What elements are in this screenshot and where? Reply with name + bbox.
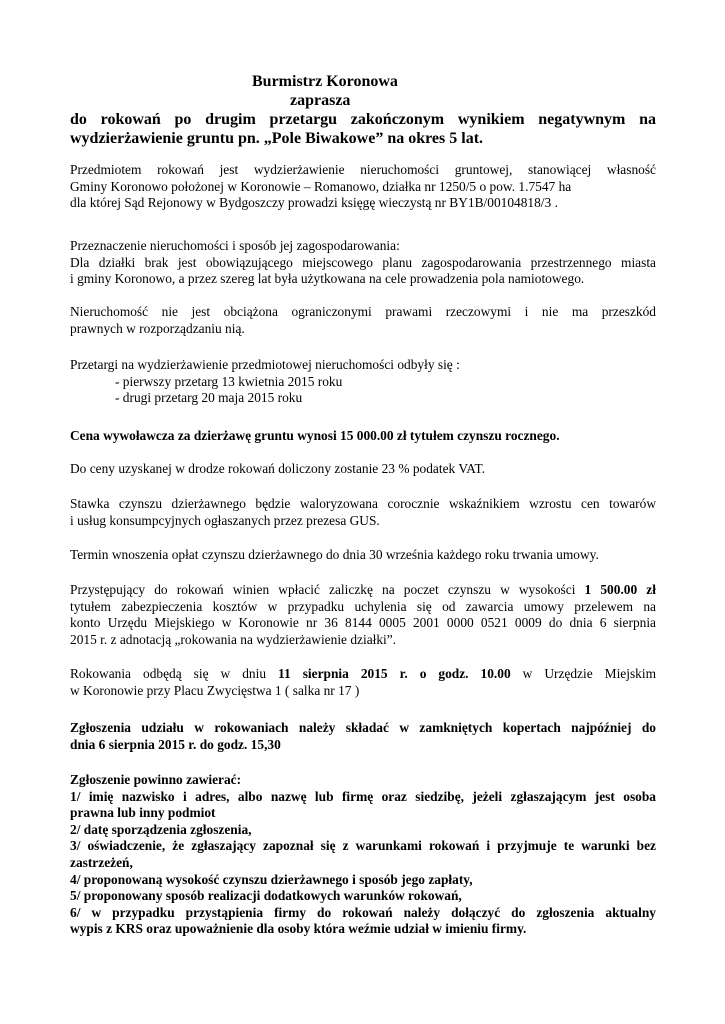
- deposit-line-1-text: Przystępujący do rokowań winien wpłacić zaliczkę na poczet czynszu w wysokości: [70, 582, 585, 597]
- contents-item-3-line-1: 3/ oświadczenie, że zgłaszający zapoznał się z warunkami rokowań i przyjmuje te warunki bez: [70, 838, 656, 854]
- auction-first: - pierwszy przetarg 13 kwietnia 2015 roku: [115, 373, 343, 389]
- negotiation-line-2: w Koronowie przy Placu Zwycięstwa 1 ( salka nr 17 ): [70, 682, 360, 698]
- contents-heading: Zgłoszenie powinno zawierać:: [70, 772, 242, 787]
- negotiation-datetime: 11 sierpnia 2015 r. o godz. 10.00: [278, 666, 511, 681]
- negotiation-date-paragraph: [70, 666, 656, 699]
- subject-line-2: Gminy Koronowo położonej w Koronowie – Romanowo, działka nr 1250/5 o pow. 1.7547 ha: [70, 178, 572, 194]
- indexation-line-1: Stawka czynszu dzierżawnego będzie waloryzowana corocznie wskaźnikiem wzrostu cen towarów: [70, 496, 656, 511]
- contents-item-2: 2/ datę sporządzenia zgłoszenia,: [70, 821, 252, 837]
- purpose-line-1: Przeznaczenie nieruchomości i sposób jej zagospodarowania:: [70, 238, 400, 253]
- auctions-paragraph: [70, 357, 656, 407]
- contents-list: [70, 772, 656, 938]
- auctions-intro: Przetargi na wydzierżawienie przedmiotowej nieruchomości odbyły się :: [70, 357, 460, 372]
- vat-paragraph: Do ceny uzyskanej w drodze rokowań doliczony zostanie 23 % podatek VAT.: [70, 461, 485, 476]
- contents-item-3-line-2: zastrzeżeń,: [70, 854, 133, 870]
- contents-item-6-line-1: 6/ w przypadku przystąpienia firmy do rokowań należy dołączyć do zgłoszenia aktualny: [70, 904, 656, 920]
- subject-paragraph: [70, 162, 656, 212]
- header-author: Burmistrz Koronowa: [252, 73, 398, 90]
- encumbrance-line-2: prawnych w rozporządzaniu nią.: [70, 320, 245, 336]
- negotiation-line-1-pre: Rokowania odbędą się w dniu: [70, 666, 279, 681]
- indexation-line-2: i usług konsumpcyjnych ogłaszanych przez prezesa GUS.: [70, 512, 380, 528]
- subject-line-1: Przedmiotem rokowań jest wydzierżawienie nieruchomości gruntowej, stanowiącej własność: [70, 162, 656, 177]
- subject-line-3: dla której Sąd Rejonowy w Bydgoszczy prowadzi księgę wieczystą nr BY1B/00104818/3 .: [70, 195, 558, 211]
- payment-deadline-paragraph: Termin wnoszenia opłat czynszu dzierżawnego do dnia 30 września każdego roku trwania umowy.: [70, 547, 599, 562]
- contents-item-4: 4/ proponowaną wysokość czynszu dzierżawnego i sposób jego zapłaty,: [70, 871, 473, 887]
- negotiation-line-1: [70, 666, 656, 683]
- price-paragraph: Cena wywoławcza za dzierżawę gruntu wynosi 15 000.00 zł tytułem czynszu rocznego.: [70, 428, 560, 443]
- contents-item-5: 5/ proponowany sposób realizacji dodatkowych warunków rokowań,: [70, 888, 462, 904]
- deposit-line-3: konto Urzędu Miejskiego w Koronowie nr 36 8144 0005 2001 0000 0521 0009 do dnia 6 sierpnia: [70, 615, 656, 631]
- deposit-amount: 1 500.00 zł: [584, 582, 656, 597]
- encumbrance-paragraph: [70, 304, 656, 337]
- deposit-line-2: tytułem zabezpieczenia kosztów w przypadku uchylenia się od zawarcia umowy przelewem na: [70, 598, 656, 614]
- encumbrance-line-1: Nieruchomość nie jest obciążona ograniczonymi prawami rzeczowymi i nie ma przeszkód: [70, 304, 656, 319]
- auction-second: - drugi przetarg 20 maja 2015 roku: [115, 390, 303, 406]
- contents-item-6-line-2: wypis z KRS oraz upoważnienie dla osoby która weźmie udział w imieniu firmy.: [70, 921, 527, 937]
- purpose-line-2: Dla działki brak jest obowiązującego miejscowego planu zagospodarowania przestrzennego miasta: [70, 254, 656, 270]
- purpose-line-3: i gminy Koronowo, a przez szereg lat była użytkowana na cele prowadzenia pola namiotowego.: [70, 271, 585, 287]
- purpose-paragraph: [70, 238, 656, 288]
- deposit-line-4: 2015 r. z adnotacją „rokowania na wydzierżawienie działki”.: [70, 631, 397, 647]
- contents-item-1-line-2: prawna lub inny podmiot: [70, 805, 216, 821]
- title-line-2: wydzierżawienie gruntu pn. „Pole Biwakowe” na okres 5 lat.: [70, 130, 484, 147]
- submission-line-2: dnia 6 sierpnia 2015 r. do godz. 15,30: [70, 736, 281, 752]
- indexation-paragraph: [70, 496, 656, 529]
- submission-line-1: Zgłoszenia udziału w rokowaniach należy składać w zamkniętych kopertach najpóźniej do: [70, 720, 656, 735]
- announcement-title: [70, 110, 656, 148]
- deposit-line-1: [70, 582, 656, 599]
- negotiation-line-1-post: w Urzędzie Miejskim: [510, 666, 656, 681]
- submission-paragraph: [70, 720, 656, 753]
- deposit-paragraph: [70, 582, 656, 648]
- contents-item-1-line-1: 1/ imię nazwisko i adres, albo nazwę lub firmę oraz siedzibę, jeżeli zgłaszającym jest osoba: [70, 788, 656, 804]
- title-line-1: do rokowań po drugim przetargu zakończonym wynikiem negatywnym na: [70, 111, 656, 128]
- header-verb: zaprasza: [290, 92, 351, 109]
